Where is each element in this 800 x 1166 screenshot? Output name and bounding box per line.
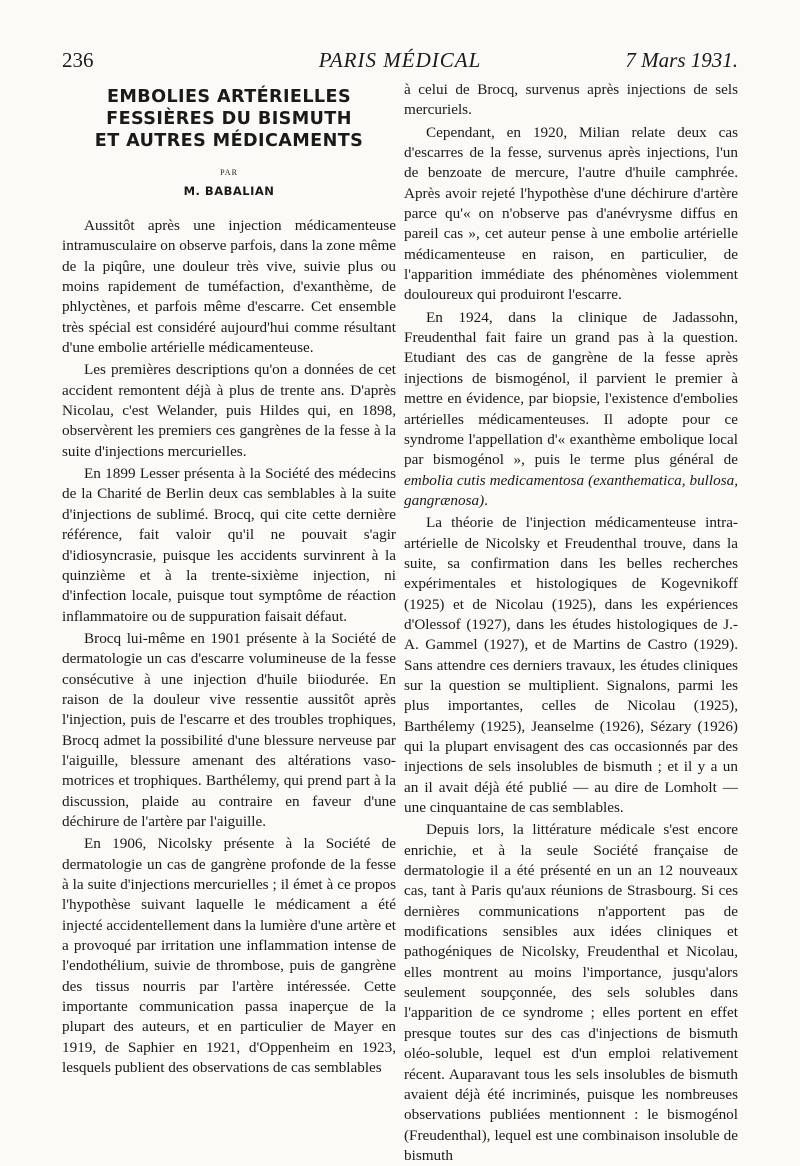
paragraph: Les premières descriptions qu'on a données de cet accident remontent déjà à plus de trente ans. D'après Nicolau, c'est Welander, puis Hildes qui, en 1898, observèrent les premiers ces gangrènes de la fesse à la suite d'injections mercurielles. xyxy=(62,361,396,460)
title-line: FESSIÈRES DU BISMUTH xyxy=(106,109,352,129)
paragraph-text: En 1924, dans la clinique de Jadassohn, Freudenthal fait faire un grand pas à la question. Etudiant des cas de gangrène de la fesse après injections de bismogénol, il parvient le premier à mettre en évidence, par biopsie, l'existence d'embolies artérielles médicamenteuses. Il adopte pour ce syndrome l'appellation d'« exanthème embolique local par bismogénol », puis le terme plus général de xyxy=(404,308,738,469)
left-column xyxy=(62,80,396,1078)
issue-date: 7 Mars 1931. xyxy=(625,48,738,72)
paragraph: Aussitôt après une injection médicamenteuse intramusculaire on observe parfois, dans la zone même de la piqûre, une douleur très vive, suivie plus ou moins rapidement de tuméfaction, d'exanthème, de phlyctènes, et parfois même d'escarre. Cet ensemble très spécial est considéré aujourd'hui comme résultant d'une embolie artérielle médicamenteuse. xyxy=(62,217,397,357)
author-name: M. BABALIAN xyxy=(183,184,275,198)
paragraph: Cependant, en 1920, Milian relate deux cas d'escarres de la fesse, survenus après injections, l'un de benzoate de mercure, l'autre d'huile camphrée. Après avoir rejeté l'hypothèse d'une déchirure d'artère parce qu'« on n'observe pas d'anévrysme diffus en pareil cas », cet auteur pense à une embolie artérielle médicamenteuse en raison, en particulier, de l'apparition immédiate des phénomènes violemment douloureux qui produiront l'escarre. xyxy=(404,123,738,304)
paragraph: La théorie de l'injection médicamenteuse intra-artérielle de Nicolsky et Freudenthal trouve, dans la suite, sa confirmation dans les belles recherches expérimentales et histologiques de Kogevnikoff (1925) et de Nicolau (1925), dans les expériences d'Olessof (1927), dans les études histologiques de J.-A. Gammel (1927), et de Martins de Castro (1929). Sans attendre ces derniers travaux, les études cliniques sur la question se multiplient. Signalons, parmi les plus importantes, celles de Nicolau (1925), Barthélemy (1925), Jeanselme (1926), Sézary (1926) qui la plupart envisagent des cas occasionnés par des injections de sels insolubles de bismuth ; et il y a un an il avait déjà été publié — au dire de Lomholt — une cinquantaine de cas semblables. xyxy=(404,514,738,817)
paragraph: Depuis lors, la littérature médicale s'est encore enrichie, et à la seule Société française de dermatologie il a été présenté en un an 12 nouveaux cas, tant à Paris qu'aux réunions de Strasbourg. Si ces dernières communications n'apportent pas de modifications sensibles aux idées cliniques et pathogéniques de Nicolsky, Freudenthal et Nicolau, elles montrent au moins l'importance, jusqu'alors seulement soupçonnée, des sels solubles dans l'apparition de ce syndrome ; elles portent en effet presque toutes sur des cas d'injections de bismuth oléo-soluble, lequel est d'un emploi relativement récent. Auparavant tous les sels insolubles de bismuth avaient déjà été incriminés, puisque les nombreuses observations publiées mentionnent : le bismogénol (Freudenthal), lequel est une combinaison insoluble de bismuth xyxy=(404,821,738,1164)
running-header xyxy=(62,48,738,74)
journal-title: PARIS MÉDICAL xyxy=(318,48,482,72)
latin-term: embolia cutis medicamentosa xyxy=(404,471,585,489)
right-column xyxy=(404,80,738,1166)
title-line: ET AUTRES MÉDICAMENTS xyxy=(94,131,364,151)
paragraph-text: . xyxy=(484,491,488,509)
byline: PAR xyxy=(220,168,238,177)
paragraph: Brocq lui-même en 1901 présente à la Société de dermatologie un cas d'escarre volumineuse de la fesse consécutive à une injection d'huile biiodurée. En raison de la douleur vive ressentie aussitôt après l'injection, puis de l'escarre et des troubles trophiques, Brocq admet la possibilité d'une blessure nerveuse par l'aiguille, blessure amenant des altérations vaso-motrices et trophiques. Barthélemy, qui prend part à la discussion, plaide au contraire en faveur d'une déchirure de l'artère par l'aiguille. xyxy=(62,629,396,830)
paragraph: En 1906, Nicolsky présente à la Société de dermatologie un cas de gangrène profonde de la fesse à la suite d'injections mercurielles ; il émet à ce propos l'hypothèse suivant laquelle le médicament a été injecté accidentellement dans la lumière d'une artère et a provoqué par irritation une inflammation intense de l'endothélium, suivie de thrombose, puis de gangrène des tissus nourris par l'artère intéressée. Cette importante communication passa inaperçue de la plupart des auteurs, et en particulier de Mayer en 1919, de Saphier en 1921, d'Oppenheim en 1923, lesquels publient des observations de cas semblables xyxy=(62,835,396,1077)
paragraph xyxy=(404,308,738,511)
latin-term: (exanthematica, bullosa, gangrænosa) xyxy=(404,471,739,509)
title-line: EMBOLIES ARTÉRIELLES xyxy=(106,87,352,107)
paragraph: En 1899 Lesser présenta à la Société des médecins de la Charité de Berlin deux cas semblables à la suite d'injections de sublimé. Brocq, qui cite cette dernière référence, fait valoir qu'il ne pouvait s'agir d'idiosyncrasie, puisque les accidents survinrent à la quinzième et à la trente-sixième injection, ni d'infection locale, puisque tout symptôme de réaction inflammatoire ou de suppuration faisait défaut. xyxy=(62,465,396,625)
paragraph-continued: à celui de Brocq, survenus après injections de sels mercuriels. xyxy=(404,81,738,119)
page-number: 236 xyxy=(62,48,94,72)
article-title xyxy=(62,86,396,152)
